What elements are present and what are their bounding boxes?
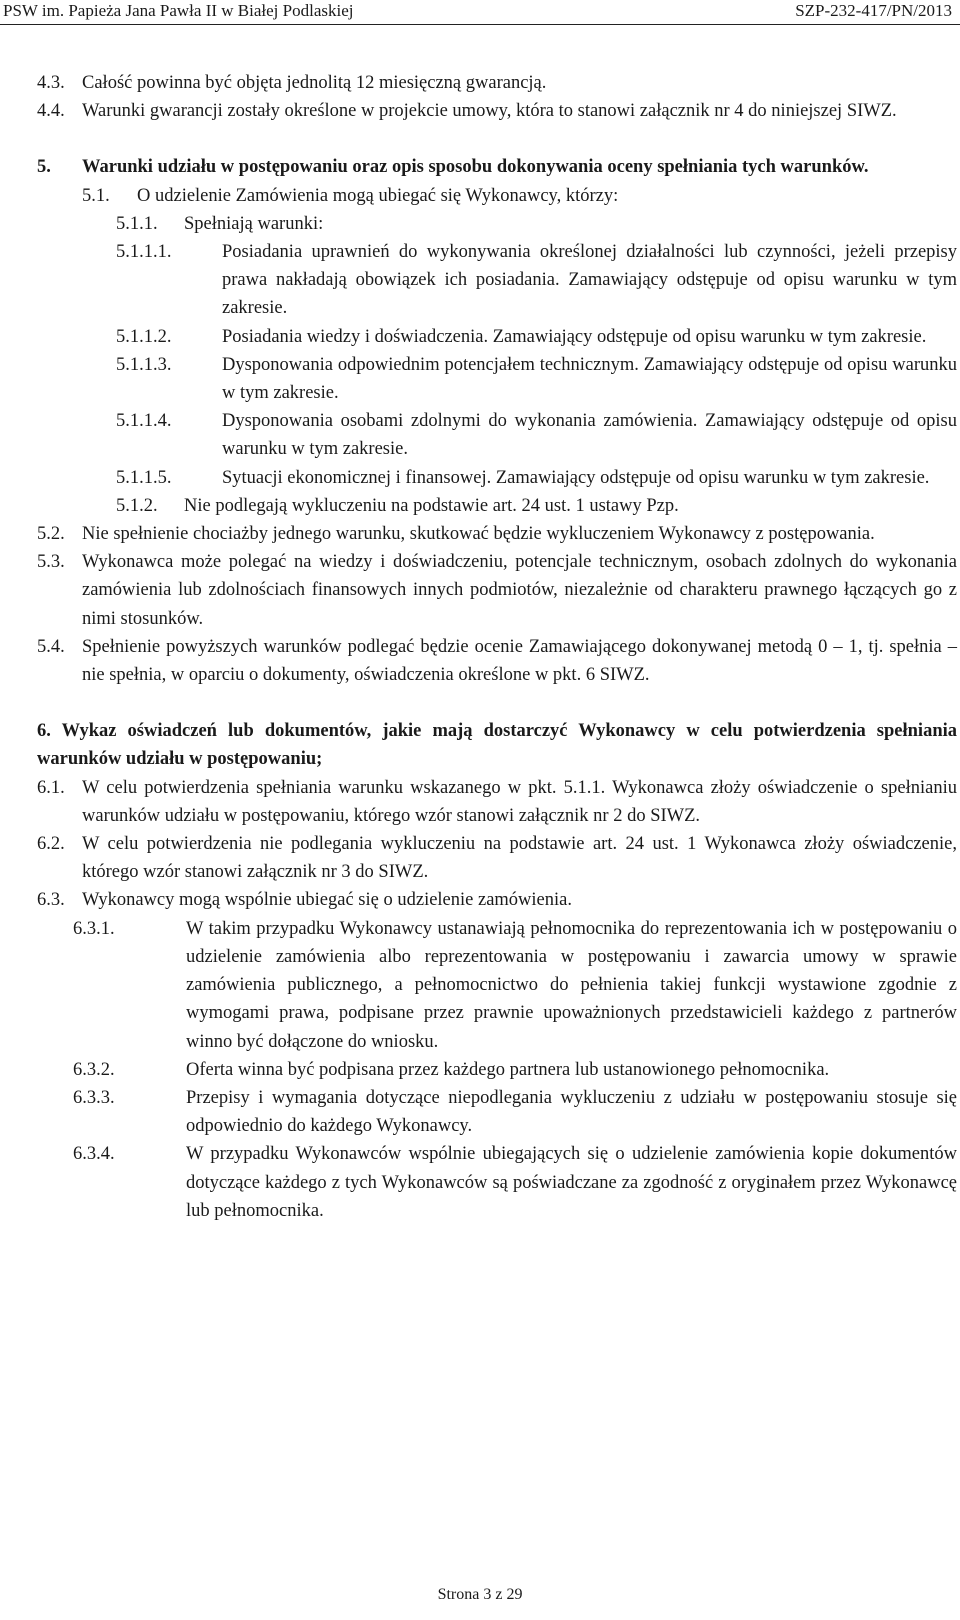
section-5-heading [37, 153, 957, 181]
clause-text: Dysponowania odpowiednim potencjałem technicznym. Zamawiający odstępuje od opisu warunku w tym zakresie. [222, 354, 957, 404]
clause-number: 5.1.1. [116, 213, 158, 234]
clause-5-1-1-1 [116, 238, 957, 323]
clause-text: Sytuacji ekonomicznej i finansowej. Zamawiający odstępuje od opisu warunku w tym zakresie. [222, 467, 930, 488]
clause-number: 6.3.3. [73, 1087, 115, 1108]
clause-text: Spełniają warunki: [184, 213, 324, 234]
clause-text: Spełnienie powyższych warunków podlegać będzie ocenie Zamawiającego dokonywanej metodą 0 – 1, tj. spełnia – nie spełnia, w oparciu o dokumenty, oświadczenia określone w pkt. 6 SIWZ. [82, 636, 957, 686]
clause-4-4 [37, 97, 957, 125]
section-title: Wykaz oświadczeń lub dokumentów, jakie mają dostarczyć Wykonawcy w celu potwierdzenia spełniania warunków udziału w postępowaniu; [37, 721, 957, 770]
clause-number: 5.1. [82, 185, 110, 206]
clause-number: 5.1.1.4. [116, 411, 172, 432]
clause-5-1-2 [116, 492, 957, 520]
clause-text: Nie spełnienie chociażby jednego warunku, skutkować będzie wykluczeniem Wykonawcy z postępowania. [82, 524, 875, 545]
clause-number: 4.4. [37, 101, 65, 122]
clause-text: Nie podlegają wykluczeniu na podstawie art. 24 ust. 1 ustawy Pzp. [184, 495, 679, 516]
clause-6-3-3 [73, 1084, 957, 1140]
clause-5-4 [37, 633, 957, 689]
clause-6-2 [37, 830, 957, 886]
clause-text: Warunki gwarancji zostały określone w projekcie umowy, która to stanowi załącznik nr 4 do niniejszej SIWZ. [82, 101, 897, 122]
clause-number: 6.3.2. [73, 1059, 115, 1080]
clause-5-1 [82, 182, 957, 210]
section-6-heading [37, 717, 957, 773]
document-body [37, 69, 957, 1225]
clause-number: 5.1.1.5. [116, 467, 172, 488]
clause-6-3-2 [73, 1056, 957, 1084]
clause-5-1-1-2 [116, 323, 957, 351]
clause-number: 5.1.1.3. [116, 354, 172, 375]
clause-text: Całość powinna być objęta jednolitą 12 miesięczną gwarancją. [82, 73, 547, 93]
clause-number: 6.3.1. [73, 918, 115, 939]
header-institution: PSW im. Papieża Jana Pawła II w Białej Podlaskiej [3, 1, 354, 20]
clause-number: 5.1.1.1. [116, 242, 172, 263]
clause-5-1-1-4 [116, 407, 957, 463]
clause-text: Wykonawca może polegać na wiedzy i doświadczeniu, potencjale technicznym, osobach zdolnych do wykonania zamówienia lub zdolnościach finansowych innych podmiotów, niezależnie od charakteru prawnego łączących go z nimi stosunków. [82, 552, 957, 629]
clause-number: 5.3. [37, 552, 65, 573]
clause-number: 6.1. [37, 777, 65, 798]
clause-6-3-1 [73, 915, 957, 1056]
clause-text: Posiadania wiedzy i doświadczenia. Zamawiający odstępuje od opisu warunku w tym zakresie. [222, 326, 927, 347]
section-number: 6. [37, 721, 51, 742]
clause-text: Przepisy i wymagania dotyczące niepodlegania wykluczeniu z udziału w postępowaniu stosuje się odpowiednio do każdego Wykonawcy. [186, 1087, 957, 1137]
page-header [0, 0, 960, 25]
clause-text: Posiadania uprawnień do wykonywania określonej działalności lub czynności, jeżeli przepisy prawa nakładają obowiązek ich posiadania. Zamawiający odstępuje od opisu warunku w tym zakresie. [222, 242, 957, 319]
clause-6-3 [37, 886, 957, 914]
clause-text: Oferta winna być podpisana przez każdego partnera lub ustanowionego pełnomocnika. [186, 1059, 830, 1080]
clause-5-2 [37, 520, 957, 548]
clause-5-3 [37, 548, 957, 633]
clause-5-1-1-3 [116, 351, 957, 407]
clause-number: 5.1.1.2. [116, 326, 172, 347]
clause-text: W celu potwierdzenia spełniania warunku wskazanego w pkt. 5.1.1. Wykonawca złoży oświadczenie o spełnianiu warunków udziału w postępowaniu, którego wzór stanowi załącznik nr 2 do SIWZ. [82, 777, 957, 826]
clause-text: Dysponowania osobami zdolnymi do wykonania zamówienia. Zamawiający odstępuje od opisu warunku w tym zakresie. [222, 411, 957, 460]
clause-number: 6.2. [37, 834, 65, 855]
section-title: Warunki udziału w postępowaniu oraz opis sposobu dokonywania oceny spełniania tych warunków. [82, 157, 869, 178]
clause-number: 5.1.2. [116, 495, 158, 516]
clause-4-3 [37, 69, 957, 97]
clause-number: 6.3. [37, 890, 65, 911]
clause-5-1-1 [116, 210, 957, 238]
clause-number: 5.2. [37, 524, 65, 545]
clause-number: 4.3. [37, 73, 65, 93]
clause-5-1-1-5 [116, 464, 957, 492]
clause-number: 6.3.4. [73, 1144, 115, 1165]
clause-6-3-4 [73, 1140, 957, 1225]
clause-text: W przypadku Wykonawców wspólnie ubiegających się o udzielenie zamówienia kopie dokumentów dotyczące każdego z tych Wykonawców są poświadczane za zgodność z oryginałem przez Wykonawcę lub pełnomocnika. [186, 1144, 957, 1221]
page-number: Strona 3 z 29 [437, 1586, 523, 1603]
clause-text: W takim przypadku Wykonawcy ustanawiają pełnomocnika do reprezentowania ich w postępowaniu o udzielenie zamówienia albo reprezentowania w postępowaniu i zawarcia umowy w sprawie zamówienia publicznego, a pełnomocnictwo do pełnienia takiej funkcji wystawione zgodnie z wymogami prawa, podpisane przez prawnie upoważnionych przedstawicieli każdego z partnerów winno być dołączone do wniosku. [186, 918, 957, 1052]
clause-6-1 [37, 774, 957, 830]
section-number: 5. [37, 157, 51, 178]
clause-number: 5.4. [37, 636, 65, 657]
clause-text: Wykonawcy mogą wspólnie ubiegać się o udzielenie zamówienia. [82, 890, 572, 911]
clause-text: O udzielenie Zamówienia mogą ubiegać się Wykonawcy, którzy: [137, 185, 619, 206]
header-case-number: SZP-232-417/PN/2013 [795, 1, 952, 20]
clause-text: W celu potwierdzenia nie podlegania wykluczeniu na podstawie art. 24 ust. 1 Wykonawca złoży oświadczenie, którego wzór stanowi załącznik nr 3 do SIWZ. [82, 834, 957, 883]
